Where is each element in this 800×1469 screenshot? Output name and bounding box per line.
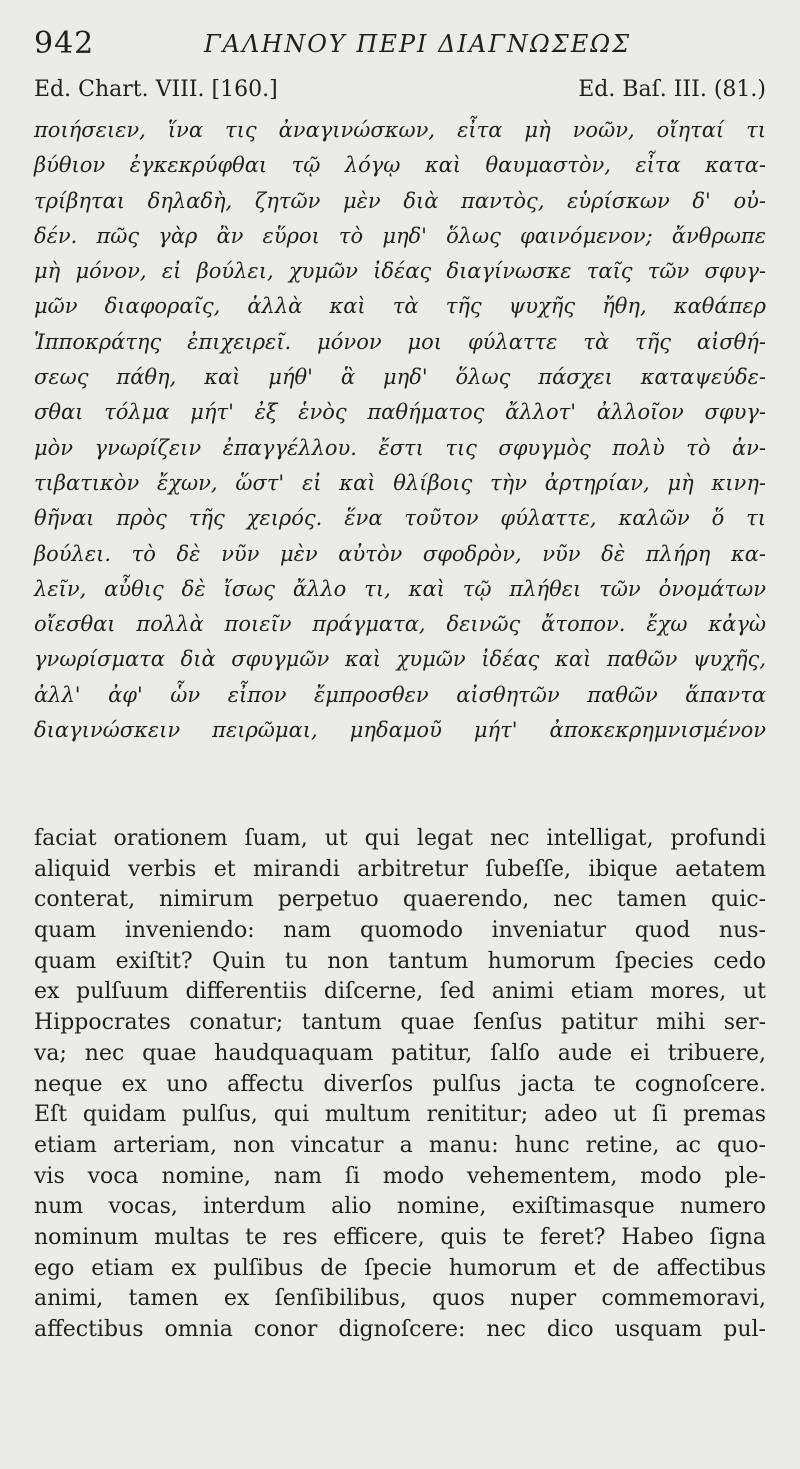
latin-text-line: neque ex uno affectu diverſos pulſus jacta te cognoſcere. [34,1071,766,1097]
running-head [34,26,766,66]
greek-text-line: λεῖν, αὖθις δὲ ἴσως ἄλλο τι, καὶ τῷ πλήθει τῶν ὀνομάτων [34,576,766,601]
greek-text-line: Ἱπποκράτης ἐπιχειρεῖ. μόνον μοι φύλαττε τὰ τῆς αἰσθή- [34,329,766,354]
edition-basel-ref: Ed. Baſ. III. (81.) [578,77,766,102]
latin-text-line: etiam arteriam, non vincatur a manu: hunc retine, ac quo- [34,1132,766,1158]
greek-text-line: θῆναι πρὸς τῆς χειρός. ἕνα τοῦτον φύλαττε, καλῶν ὅ τι [34,506,766,531]
latin-text-line: vis voca nomine, nam ſi modo vehementem, modo ple- [34,1163,766,1189]
greek-text-line: βούλει. τὸ δὲ νῦν μὲν αὐτὸν σφοδρὸν, νῦν δὲ πλήρη κα- [34,541,766,566]
latin-text-line: faciat orationem ſuam, ut qui legat nec intelligat, profundi [34,826,766,851]
greek-text-line: γνωρίσματα διὰ σφυγμῶν καὶ χυμῶν ἰδέας καὶ παθῶν ψυχῆς, [34,647,766,672]
greek-text-line: τρίβηται δηλαδὴ, ζητῶν μὲν διὰ παντὸς, εὑρίσκων δ' οὐ- [34,188,766,213]
latin-text-line: num vocas, interdum alio nomine, exiſtimasque numero [34,1194,766,1220]
latin-text-line: quam exiſtit? Quin tu non tantum humorum ſpecies cedo [34,948,766,974]
latin-text-line: ego etiam ex pulſibus de ſpecie humorum et de affectibus [34,1255,766,1281]
greek-text-line: μὴ μόνον, εἰ βούλει, χυμῶν ἰδέας διαγίνωσκε ταῖς τῶν σφυγ- [34,259,766,284]
latin-text-line: Hippocrates conatur; tantum quae ſenſus patitur mihi ser- [34,1010,766,1036]
greek-text-line: ἀλλ' ἀφ' ὧν εἶπον ἔμπροσθεν αἰσθητῶν παθῶν ἅπαντα [34,682,766,707]
latin-text-line: va; nec quae haudquaquam patitur, ſalſo aude ei tribuere, [34,1040,766,1066]
edition-reference-line [34,77,766,107]
greek-text-line: τιβατικὸν ἔχων, ὥστ' εἰ καὶ θλίβοις τὴν ἀρτηρίαν, μὴ κινη- [34,470,766,495]
greek-text-line: ποιήσειεν, ἵνα τις ἀναγινώσκων, εἶτα μὴ νοῶν, οἴηταί τι [34,118,766,142]
latin-text-line: conterat, nimirum perpetuo quaerendo, nec tamen quic- [34,887,766,913]
greek-text-line: σθαι τόλμα μήτ' ἐξ ἑνὸς παθήματος ἄλλοτ' ἀλλοῖον σφυγ- [34,400,766,425]
greek-text-line: βύθιον ἐγκεκρύφθαι τῷ λόγῳ καὶ θαυμαστὸν, εἶτα κατα- [34,153,766,178]
latin-text-line: aliquid verbis et mirandi arbitretur ſubeſſe, ibique aetatem [34,856,766,882]
running-title: ΓΑΛΗΝΟΥ ΠΕΡΙ ΔΙΑΓΝΩΣΕΩΣ [204,30,632,58]
latin-text-line: quam inveniendo: nam quomodo inveniatur quod nus- [34,918,766,944]
greek-text-line: μὸν γνωρίζειν ἐπαγγέλλου. ἔστι τις σφυγμὸς πολὺ τὸ ἀν- [34,435,766,460]
latin-text-block [34,824,766,1346]
greek-text-line: διαγινώσκειν πειρῶμαι, μηδαμοῦ μήτ' ἀποκεκρημνισμένον [34,718,766,743]
latin-text-line: Eſt quidam pulſus, qui multum renititur; adeo ut ſi premas [34,1102,766,1128]
edition-chartier-ref: Ed. Chart. VIII. [160.] [34,77,278,102]
latin-text-line: animi, tamen ex ſenſibilibus, quos nuper commemoravi, [34,1286,766,1312]
show-through-bleed [40,756,760,800]
latin-text-line: ex pulſuum differentiis diſcerne, ſed animi etiam mores, ut [34,979,766,1005]
latin-text-line: nominum multas te res efficere, quis te feret? Habeo ſigna [34,1224,766,1250]
greek-text-line: δέν. πῶς γὰρ ἂν εὕροι τὸ μηδ' ὅλως φαινόμενον; ἄνθρωπε [34,223,766,248]
greek-text-block [34,113,766,748]
greek-text-line: σεως πάθη, καὶ μήθ' ἃ μηδ' ὅλως πάσχει καταψεύδε- [34,365,766,390]
greek-text-line: οἴεσθαι πολλὰ ποιεῖν πράγματα, δεινῶς ἄτοπον. ἔχω κἀγὼ [34,612,766,637]
page-number: 942 [34,26,95,61]
latin-text-line: affectibus omnia conor dignoſcere: nec dico usquam pul- [34,1317,766,1342]
greek-text-line: μῶν διαφοραῖς, ἀλλὰ καὶ τὰ τῆς ψυχῆς ἤθη, καθάπερ [34,294,766,319]
